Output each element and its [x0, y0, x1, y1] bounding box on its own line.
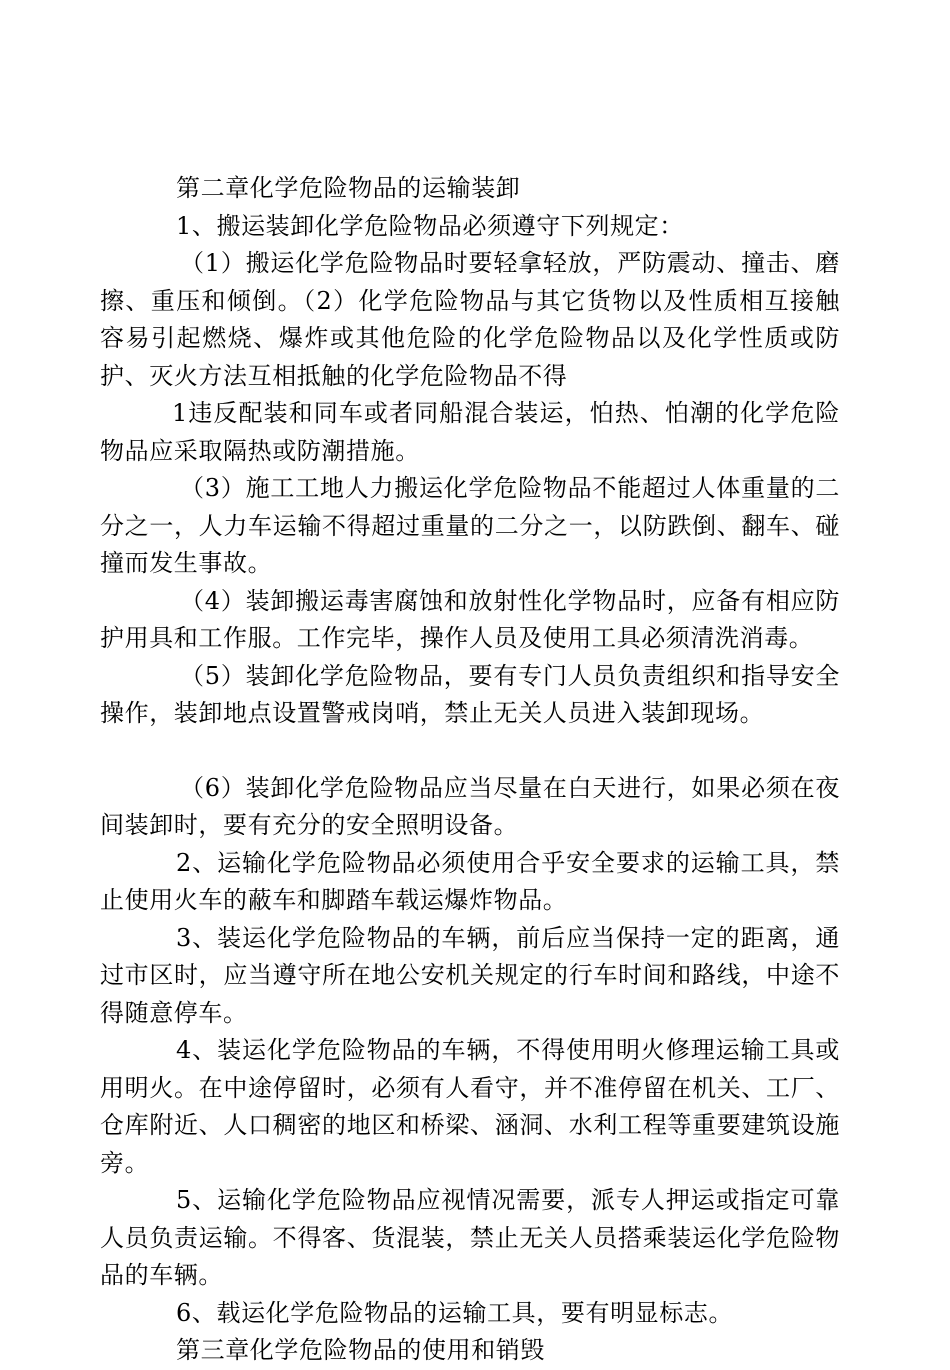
paragraph-spacer	[100, 733, 840, 770]
chapter-3-heading: 第三章化学危险物品的使用和销毁	[176, 1336, 545, 1364]
paragraph-rule-4: 4、装运化学危险物品的车辆，不得使用明火修理运输工具或用明火。在中途停留时，必须有人看守，并不准停留在机关、工厂、仓库附近、人口稠密的地区和桥梁、涵洞、水利工程等重要建筑设施旁。	[100, 1036, 840, 1177]
paragraph-item-1-2: （1）搬运化学危险物品时要轻拿轻放，严防震动、撞击、磨擦、重压和倾倒。（2）化学危险物品与其它货物以及性质相互接触容易引起燃烧、爆炸或其他危险的化学危险物品以及化学性质或防护、灭火方法互相抵触的化学危险物品不得	[100, 249, 840, 390]
paragraph-item-2-cont: 1违反配装和同车或者同船混合装运，怕热、怕潮的化学危险物品应采取隔热或防潮措施。	[100, 399, 840, 465]
paragraph-rule-5: 5、运输化学危险物品应视情况需要，派专人押运或指定可靠人员负责运输。不得客、货混装，禁止无关人员搭乘装运化学危险物品的车辆。	[100, 1186, 840, 1289]
document-page	[100, 170, 840, 1370]
paragraph-item-6: （6）装卸化学危险物品应当尽量在白天进行，如果必须在夜间装卸时，要有充分的安全照明设备。	[100, 773, 840, 839]
paragraph-item-3: （3）施工工地人力搬运化学危险物品不能超过人体重量的二分之一，人力车运输不得超过重量的二分之一，以防跌倒、翻车、碰撞而发生事故。	[100, 474, 840, 577]
paragraph-rule-3: 3、装运化学危险物品的车辆，前后应当保持一定的距离，通过市区时，应当遵守所在地公安机关规定的行车时间和路线，中途不得随意停车。	[100, 923, 840, 1027]
paragraph-item-4: （4）装卸搬运毒害腐蚀和放射性化学物品时，应备有相应防护用具和工作服。工作完毕，操作人员及使用工具必须清洗消毒。	[100, 586, 840, 652]
paragraph-rule-1: 1、搬运装卸化学危险物品必须遵守下列规定：	[176, 211, 684, 240]
paragraph-item-5: （5）装卸化学危险物品，要有专门人员负责组织和指导安全操作，装卸地点设置警戒岗哨，禁止无关人员进入装卸现场。	[100, 661, 840, 727]
paragraph-rule-6: 6、载运化学危险物品的运输工具，要有明显标志。	[176, 1298, 734, 1327]
paragraph-rule-2: 2、运输化学危险物品必须使用合乎安全要求的运输工具，禁止使用火车的蔽车和脚踏车载运爆炸物品。	[100, 848, 840, 914]
chapter-2-heading: 第二章化学危险物品的运输装卸	[176, 174, 521, 202]
